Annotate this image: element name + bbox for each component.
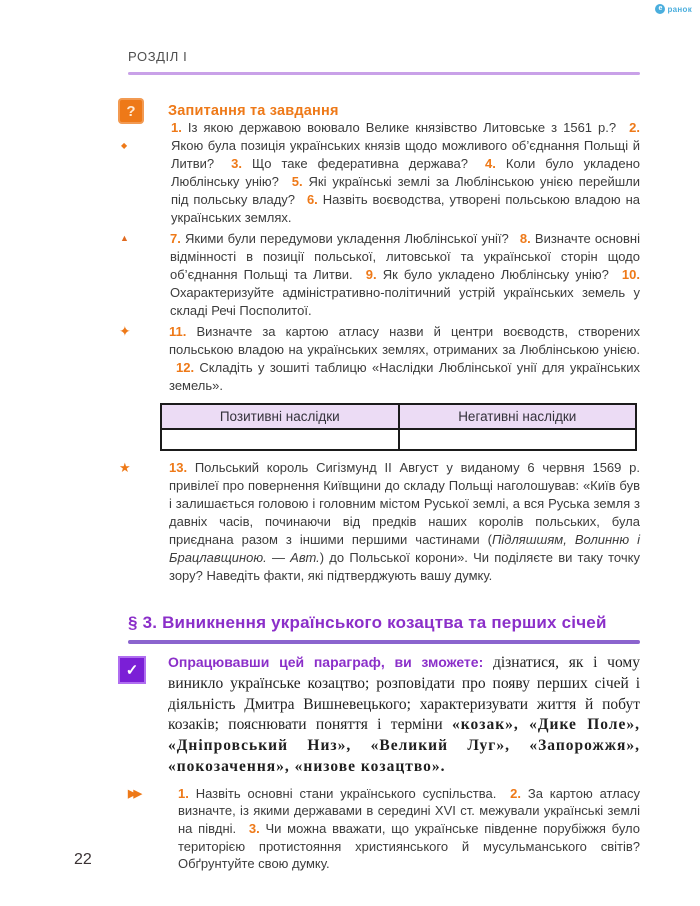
four-point-star-marker-icon: ✦: [119, 323, 131, 339]
diamond-marker-icon: ◆: [121, 141, 128, 150]
question-mark-icon: ?: [118, 98, 144, 124]
check-icon-column: [118, 652, 168, 684]
table-header-positive: Позитивні наслідки: [161, 404, 399, 429]
questions-1-6: 1. Із якою державою воювало Велике князівство Литовське з 1561 р.? 2. Якою була позиція українських князів щодо можливого об’єднання Польщі й Литви? 3. Що таке федеративна держава? 4. Коли було укладено Люблінську унію? 5. Які українські землі за Люблінською унією перейшли під польську владу? 6. Назвіть воєводства, утворені польською владою на українських землях.: [171, 120, 640, 225]
section-3-title: § 3. Виникнення українського козацтва та перших січей: [128, 613, 607, 632]
table-cell-positive-empty: [161, 429, 399, 450]
section-tasks-block: [118, 785, 640, 873]
page-number: 22: [74, 851, 92, 868]
question-group-1: [118, 119, 640, 227]
chapter-heading: РОЗДІЛ І: [128, 49, 188, 64]
qa-section-title: Запитання та завдання: [168, 103, 339, 119]
intro-paragraph: [168, 652, 640, 778]
question-group-2: [118, 230, 640, 320]
table-header-negative: Негативні наслідки: [399, 404, 637, 429]
question-13: 13. Польський король Сигізмунд II Август у виданому 6 червня 1569 р. привілеї про повернення Київщини до складу Польщі наголошував: «Київ був і залишається головою і головним містом Руської землі, а вся Руська земля з давніх часів, починаючи від предків наших королів польських, була приєднана разом з іншими першими частинами (Підляшшям, Волинню і Брацлавщиною. — Авт.) до Польської корони». Чи поділяєте ви таку точку зору? Наведіть факти, які підтверджують вашу думку.: [169, 460, 640, 583]
qa-icon-column: [118, 98, 168, 124]
table-header-row: [161, 404, 636, 429]
publisher-name: ранок: [667, 4, 692, 14]
triangle-marker-icon: ▲: [120, 233, 129, 243]
questions-7-10: 7. Якими були передумови укладення Люблінської унії? 8. Визначте основні відмінності в позиції польської, литовської та української сторін щодо об’єднання Польщі та Литви. 9. Як було укладено Люблінську унію? 10. Охарактеризуйте адміністративно-політичний устрій українських земель у складі Речі Посполитої.: [170, 231, 640, 318]
publisher-logo-icon: e: [655, 4, 665, 14]
publisher-watermark: [655, 4, 692, 14]
question-group-3: [118, 323, 640, 395]
consequences-table: [160, 403, 637, 451]
question-group-4: [118, 459, 640, 585]
star-marker-icon: ★: [119, 460, 131, 475]
table-cell-negative-empty: [399, 429, 637, 450]
table-empty-row: [161, 429, 636, 450]
tasks-paragraph: 1. Назвіть основні стани українського суспільства. 2. За картою атласу визначте, із якими державами в середині XVI ст. межували українські землі на півдні. 3. Чи можна вважати, що українське південне порубіжжя було територією протистояння християнського й мусульманського світів? Обґрунтуйте свою думку.: [178, 785, 641, 872]
intro-lead-text: Опрацювавши цей параграф, ви зможете:: [168, 654, 484, 670]
questions-11-12: 11. Визначте за картою атласу назви й центри воєводств, створених польською владою на українських землях, отриманих за Люблінською унією. 12. Складіть у зошиті таблицю «Наслідки Люблінської унії для українських земель».: [169, 324, 640, 393]
chapter-divider: [128, 72, 640, 75]
double-arrow-icon: ▶▶: [128, 787, 139, 800]
checkbox-icon: ✓: [118, 656, 146, 684]
intro-body-text: дізнатися, як і чому виникло українське козацтво; розповідати про появу перших січей і діяльність Дмитра Вишневецького; характеризувати життя й побут козаків; пояснювати поняття і терміни «козак», «Дике Поле», «Дніпровський Низ», «Великий Луг», «Запорожжя», «покозачення», «низове козацтво».: [168, 654, 640, 775]
section-divider: [128, 640, 640, 644]
section-intro-block: [118, 652, 640, 778]
